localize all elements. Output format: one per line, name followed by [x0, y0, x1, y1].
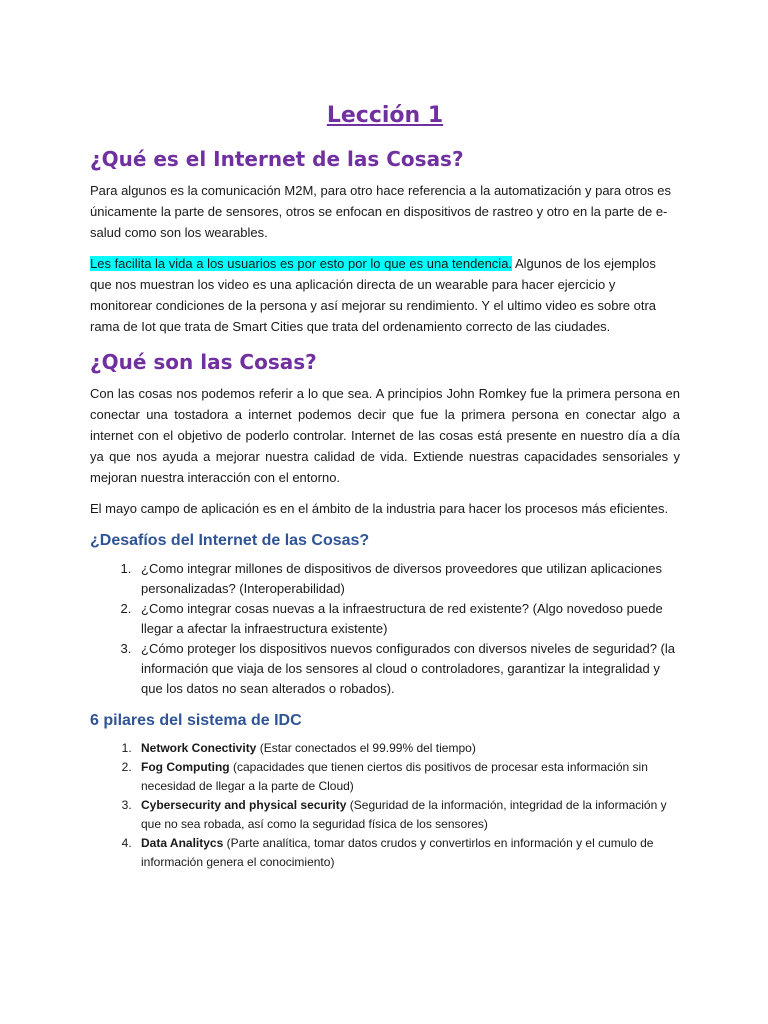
heading-challenges: ¿Desafíos del Internet de las Cosas? — [90, 532, 370, 549]
list-item: 3. ¿Cómo proteger los dispositivos nuevos configurados con diversos niveles de seguridad? (la información que viaja de los sensores al cloud o controladores, garantizar la integralidad y que los datos no sean alterados o robados). — [135, 639, 680, 699]
pillar-term: Network Conectivity — [141, 741, 257, 755]
paragraph-iot-definitions: Para algunos es la comunicación M2M, para otro hace referencia a la automatización y para otros es únicamente la parte de sensores, otros se enfocan en dispositivos de rastreo y otro en la parte de e-salud como son los wearables. — [90, 183, 671, 240]
challenges-list — [90, 559, 680, 699]
paragraph-things: Con las cosas nos podemos referir a lo que sea. A principios John Romkey fue la primera persona en conectar una tostadora a internet podemos decir que fue la primera persona en conectar algo a internet con el objetivo de poderlo controlar. Internet de las cosas está presente en nuestro día a día ya que nos ayuda a mejorar nuestra calidad de vida. Extiende nuestras capacidades sensoriales y mejoran nuestra interacción con el entorno. — [90, 386, 680, 485]
list-item: 2. ¿Como integrar cosas nuevas a la infraestructura de red existente? (Algo novedoso puede llegar a afectar la infraestructura existente) — [135, 599, 680, 639]
list-item — [135, 758, 680, 796]
highlighted-text: Les facilita la vida a los usuarios es por esto por lo que es una tendencia. — [90, 256, 513, 271]
list-item — [135, 739, 680, 758]
pillar-description: (Parte analítica, tomar datos crudos y convertirlos en información y el cumulo de información genera el conocimiento) — [141, 836, 654, 869]
paragraph-text: Algunos de los ejemplos que nos muestran los video es una aplicación directa de un wearable para hacer ejercicio y monitorear condiciones de la persona y así mejorar su rendimiento. Y el ultimo video es sobre otra rama de Iot que trata de Smart Cities que trata del ordenamiento correcto de las ciudades. — [90, 256, 657, 334]
pillar-term: Cybersecurity and physical security — [141, 798, 347, 812]
heading-what-are-things: ¿Qué son las Cosas? — [90, 350, 317, 374]
document-page — [90, 100, 680, 872]
pillar-description: (Estar conectados el 99.99% del tiempo) — [256, 741, 476, 755]
pillar-term: Data Analitycs — [141, 836, 224, 850]
heading-pillars: 6 pilares del sistema de IDC — [90, 712, 302, 729]
pillar-term: Fog Computing — [141, 760, 230, 774]
paragraph-iot-examples — [90, 253, 680, 337]
lesson-title: Lección 1 — [326, 103, 444, 128]
pillar-description: (capacidades que tienen ciertos dis positivos de procesar esta información sin necesidad de llegar a la parte de Cloud) — [141, 760, 648, 793]
pillar-description: (Seguridad de la información, integridad de la información y que no sea robada, así como la seguridad física de los sensores) — [141, 798, 667, 831]
pillars-list — [90, 739, 680, 872]
list-item — [135, 796, 680, 834]
list-item — [135, 834, 680, 872]
paragraph-industry: El mayo campo de aplicación es en el ámbito de la industria para hacer los procesos más eficientes. — [90, 501, 669, 516]
heading-what-is-iot: ¿Qué es el Internet de las Cosas? — [90, 147, 464, 171]
list-item: 1. ¿Como integrar millones de dispositivos de diversos proveedores que utilizan aplicaciones personalizadas? (Interoperabilidad) — [135, 559, 680, 599]
